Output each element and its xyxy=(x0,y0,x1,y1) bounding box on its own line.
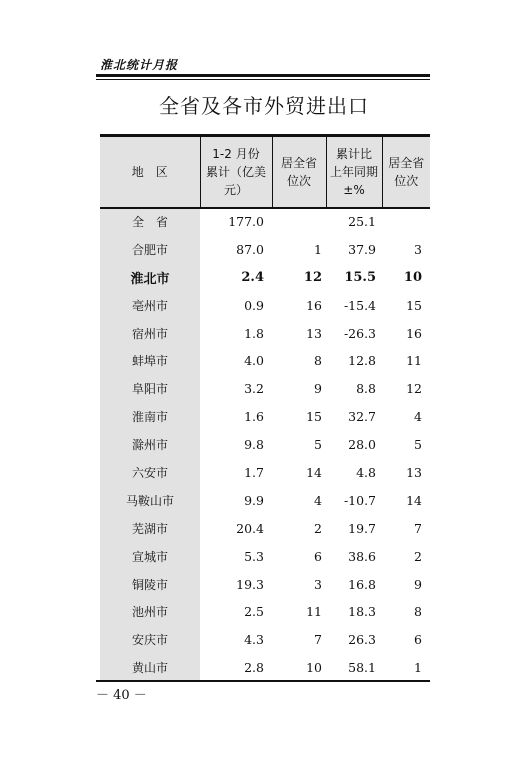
trade-table-container xyxy=(100,134,430,682)
header-rank-2 xyxy=(382,136,430,208)
table-row xyxy=(100,375,430,403)
region-cell: 宣城市 xyxy=(100,542,200,570)
region-cell: 池州市 xyxy=(100,598,200,626)
table-row xyxy=(100,319,430,347)
table-row xyxy=(100,431,430,459)
growth-rank-cell: 5 xyxy=(414,437,422,453)
table-row xyxy=(100,291,430,319)
growth-rank-cell: 6 xyxy=(414,632,422,648)
cumulative-cell: 2.4 xyxy=(241,269,264,285)
cumulative-cell: 9.9 xyxy=(244,492,264,508)
rank-cell: 5 xyxy=(314,437,322,453)
rank-cell: 8 xyxy=(314,353,322,369)
growth-cell: 25.1 xyxy=(348,214,376,230)
cumulative-cell: 1.7 xyxy=(244,464,264,480)
cumulative-cell: 1.8 xyxy=(244,325,264,341)
table-row xyxy=(100,514,430,542)
growth-rank-cell: 14 xyxy=(406,492,422,508)
region-cell: 芜湖市 xyxy=(100,514,200,542)
rank-cell: 13 xyxy=(306,325,322,341)
table-row xyxy=(100,459,430,487)
cumulative-cell: 2.8 xyxy=(244,660,264,676)
growth-cell: 32.7 xyxy=(348,409,376,425)
footer-rule xyxy=(96,680,430,682)
growth-rank-cell: 15 xyxy=(406,297,422,313)
rank-cell: 10 xyxy=(306,660,322,676)
cumulative-cell: 2.5 xyxy=(244,604,264,620)
table-row xyxy=(100,598,430,626)
cumulative-cell: 3.2 xyxy=(244,381,264,397)
header-growth-line1: 累计比 xyxy=(335,146,372,161)
header-rank-1-line1: 居全省 xyxy=(280,155,317,170)
header-region xyxy=(100,136,200,208)
table-row xyxy=(100,654,430,682)
table-row xyxy=(100,403,430,431)
rank-cell: 4 xyxy=(314,492,322,508)
header-growth-line3: ±% xyxy=(343,182,365,197)
table-row xyxy=(100,626,430,654)
header-cumulative-line1: 1-2 月份 xyxy=(212,146,260,161)
growth-cell: 16.8 xyxy=(348,576,376,592)
growth-rank-cell: 10 xyxy=(403,269,422,285)
rank-cell: 1 xyxy=(314,241,322,257)
cumulative-cell: 4.0 xyxy=(244,353,264,369)
region-cell: 亳州市 xyxy=(100,291,200,319)
rank-cell: 3 xyxy=(314,576,322,592)
table-row xyxy=(100,208,430,236)
region-cell: 滁州市 xyxy=(100,431,200,459)
region-cell: 全 省 xyxy=(100,208,200,236)
region-cell: 安庆市 xyxy=(100,626,200,654)
rank-cell: 12 xyxy=(303,269,322,285)
rank-cell: 14 xyxy=(306,464,322,480)
growth-cell: 15.5 xyxy=(344,269,376,285)
cumulative-cell: 0.9 xyxy=(244,297,264,313)
cumulative-cell: 9.8 xyxy=(244,437,264,453)
header-cumulative-line2: 累计（亿美元） xyxy=(205,164,266,197)
header-cumulative xyxy=(200,136,272,208)
region-cell: 铜陵市 xyxy=(100,570,200,598)
region-cell: 淮南市 xyxy=(100,403,200,431)
rank-cell: 15 xyxy=(306,409,322,425)
growth-cell: -10.7 xyxy=(343,492,376,508)
cumulative-cell: 177.0 xyxy=(228,214,264,230)
page-number: － 40 － xyxy=(96,688,147,703)
cumulative-cell: 19.3 xyxy=(236,576,264,592)
region-cell: 六安市 xyxy=(100,459,200,487)
table-row xyxy=(100,235,430,263)
header-region-label: 地 区 xyxy=(131,164,168,179)
growth-cell: 37.9 xyxy=(348,241,376,257)
region-cell: 蚌埠市 xyxy=(100,347,200,375)
rank-cell: 9 xyxy=(314,381,322,397)
table-row xyxy=(100,542,430,570)
table-row xyxy=(100,570,430,598)
table-header-row xyxy=(100,136,430,208)
growth-rank-cell: 11 xyxy=(406,353,422,369)
cumulative-cell: 5.3 xyxy=(244,548,264,564)
rank-cell: 6 xyxy=(314,548,322,564)
growth-cell: 19.7 xyxy=(348,520,376,536)
growth-cell: 28.0 xyxy=(348,437,376,453)
region-cell: 黄山市 xyxy=(100,654,200,682)
region-cell: 宿州市 xyxy=(100,319,200,347)
growth-cell: 12.8 xyxy=(348,353,376,369)
growth-rank-cell: 3 xyxy=(414,241,422,257)
cumulative-cell: 87.0 xyxy=(236,241,264,257)
growth-rank-cell: 12 xyxy=(406,381,422,397)
growth-rank-cell: 16 xyxy=(406,325,422,341)
growth-cell: 4.8 xyxy=(356,464,376,480)
table-row xyxy=(100,347,430,375)
rank-cell: 2 xyxy=(314,520,322,536)
rank-cell: 7 xyxy=(314,632,322,648)
trade-table xyxy=(100,134,430,682)
growth-cell: 58.1 xyxy=(348,660,376,676)
region-cell: 马鞍山市 xyxy=(100,486,200,514)
rank-cell xyxy=(272,208,326,236)
header-rule-thick xyxy=(96,74,430,77)
rank-cell: 11 xyxy=(306,604,322,620)
growth-rank-cell: 8 xyxy=(414,604,422,620)
rank-cell: 16 xyxy=(306,297,322,313)
cumulative-cell: 4.3 xyxy=(244,632,264,648)
cumulative-cell: 20.4 xyxy=(236,520,264,536)
growth-cell: -15.4 xyxy=(343,297,376,313)
cumulative-cell: 1.6 xyxy=(244,409,264,425)
header-rank-2-line2: 位次 xyxy=(394,173,419,188)
header-rank-1 xyxy=(272,136,326,208)
growth-rank-cell: 13 xyxy=(406,464,422,480)
header-growth-line2: 上年同期 xyxy=(329,164,378,179)
table-title: 全省及各市外贸进出口 xyxy=(159,94,369,118)
growth-rank-cell: 2 xyxy=(414,548,422,564)
region-cell: 淮北市 xyxy=(100,263,200,291)
growth-cell: 18.3 xyxy=(348,604,376,620)
header-growth xyxy=(326,136,382,208)
table-body xyxy=(100,208,430,682)
growth-rank-cell: 1 xyxy=(414,660,422,676)
growth-rank-cell: 4 xyxy=(414,409,422,425)
header-rank-2-line1: 居全省 xyxy=(388,155,425,170)
region-cell: 阜阳市 xyxy=(100,375,200,403)
table-row xyxy=(100,263,430,291)
growth-rank-cell: 7 xyxy=(414,520,422,536)
region-cell: 合肥市 xyxy=(100,235,200,263)
publication-title: 淮北统计月报 xyxy=(100,58,179,72)
growth-cell: 38.6 xyxy=(348,548,376,564)
growth-cell: 8.8 xyxy=(356,381,376,397)
growth-rank-cell xyxy=(382,208,430,236)
growth-cell: -26.3 xyxy=(343,325,376,341)
header-rule-thin xyxy=(96,79,430,80)
header-rank-1-line2: 位次 xyxy=(286,173,311,188)
table-row xyxy=(100,486,430,514)
growth-cell: 26.3 xyxy=(348,632,376,648)
growth-rank-cell: 9 xyxy=(414,576,422,592)
